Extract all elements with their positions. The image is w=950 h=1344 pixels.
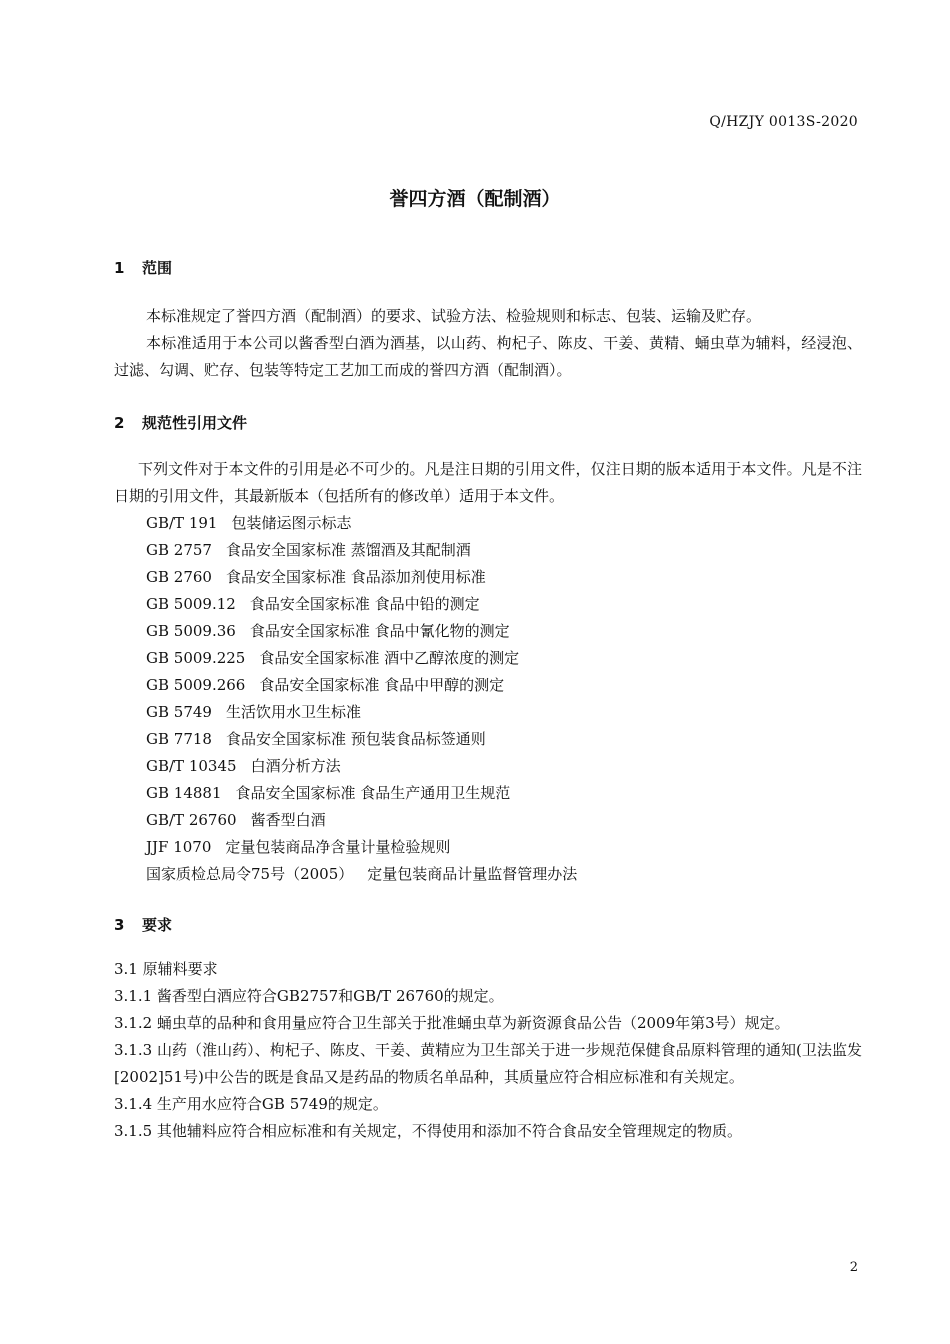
section-2-intro [114, 456, 862, 510]
section-number: 3 [114, 916, 125, 934]
reference-title: 食品安全国家标准 食品中氰化物的测定 [249, 622, 510, 640]
section-2-heading [114, 412, 247, 433]
reference-title: 食品安全国家标准 酒中乙醇浓度的测定 [259, 649, 520, 667]
document-title: 誉四方酒（配制酒） [389, 188, 561, 210]
clause: 3.1.4 生产用水应符合GB 5749的规定。 [114, 1095, 388, 1113]
clause: 3.1.3 山药（淮山药）、枸杞子、陈皮、干姜、黄精应为卫生部关于进一步规范保健食品原料管理的通知(卫法监发[2002]51号)中公告的既是食品又是药品的物质名单品种，其质量应符合相应标准和有关规定。 [114, 1041, 862, 1086]
reference-title: 白酒分析方法 [250, 757, 341, 775]
reference-code: GB 5009.225 [146, 649, 246, 667]
list-item [146, 699, 577, 726]
reference-code: GB 5009.266 [146, 676, 246, 694]
clause: 3.1 原辅料要求 [114, 960, 218, 978]
list-item [146, 618, 577, 645]
reference-code: GB 5009.36 [146, 622, 236, 640]
section-number: 1 [114, 259, 125, 277]
reference-title: 食品安全国家标准 食品中铅的测定 [249, 595, 480, 613]
list-item [146, 672, 577, 699]
reference-title: 酱香型白酒 [250, 811, 326, 829]
list-item [146, 807, 577, 834]
requirements-body [114, 956, 862, 1145]
standard-code: Q/HZJY 0013S-2020 [709, 114, 858, 130]
reference-code: GB 14881 [146, 784, 222, 802]
paragraph: 下列文件对于本文件的引用是必不可少的。凡是注日期的引用文件，仅注日期的版本适用于本文件。凡是不注日期的引用文件，其最新版本（包括所有的修改单）适用于本文件。 [114, 460, 862, 505]
section-title: 规范性引用文件 [142, 414, 248, 432]
reference-title: 食品安全国家标准 食品添加剂使用标准 [225, 568, 486, 586]
reference-code: GB/T 191 [146, 514, 218, 532]
paragraph: 本标准规定了誉四方酒（配制酒）的要求、试验方法、检验规则和标志、包装、运输及贮存。 [146, 307, 762, 325]
reference-code: JJF 1070 [146, 838, 212, 856]
reference-code: GB 5009.12 [146, 595, 236, 613]
list-item [146, 753, 577, 780]
reference-title: 食品安全国家标准 预包装食品标签通则 [225, 730, 486, 748]
list-item [146, 726, 577, 753]
reference-list [146, 510, 577, 888]
list-item [146, 780, 577, 807]
paragraph: 本标准适用于本公司以酱香型白酒为酒基，以山药、枸杞子、陈皮、干姜、黄精、蛹虫草为辅料，经浸泡、过滤、勾调、贮存、包装等特定工艺加工而成的誉四方酒（配制酒）。 [114, 334, 862, 379]
reference-code: GB 2757 [146, 541, 212, 559]
clause: 3.1.5 其他辅料应符合相应标准和有关规定，不得使用和添加不符合食品安全管理规定的物质。 [114, 1122, 742, 1140]
reference-code: GB 7718 [146, 730, 212, 748]
list-item [146, 861, 577, 888]
page-number: 2 [849, 1260, 858, 1275]
reference-code: GB/T 26760 [146, 811, 237, 829]
reference-title: 食品安全国家标准 食品中甲醇的测定 [259, 676, 505, 694]
reference-title: 生活饮用水卫生标准 [225, 703, 361, 721]
reference-code: 国家质检总局令75号（2005） [146, 865, 354, 883]
list-item [146, 510, 577, 537]
section-3-heading [114, 914, 172, 935]
section-title: 范围 [142, 259, 173, 277]
reference-title: 食品安全国家标准 蒸馏酒及其配制酒 [225, 541, 471, 559]
list-item [146, 537, 577, 564]
clause: 3.1.2 蛹虫草的品种和食用量应符合卫生部关于批准蛹虫草为新资源食品公告（2009年第3号）规定。 [114, 1014, 790, 1032]
clause: 3.1.1 酱香型白酒应符合GB2757和GB/T 26760的规定。 [114, 987, 504, 1005]
section-1-heading [114, 257, 172, 278]
reference-title: 食品安全国家标准 食品生产通用卫生规范 [235, 784, 511, 802]
list-item [146, 564, 577, 591]
reference-code: GB 5749 [146, 703, 212, 721]
reference-title: 定量包装商品计量监督管理办法 [367, 865, 578, 883]
list-item [146, 591, 577, 618]
reference-code: GB/T 10345 [146, 757, 237, 775]
section-1-body [114, 303, 862, 384]
list-item [146, 834, 577, 861]
section-title: 要求 [142, 916, 173, 934]
reference-title: 定量包装商品净含量计量检验规则 [225, 838, 451, 856]
reference-code: GB 2760 [146, 568, 212, 586]
list-item [146, 645, 577, 672]
reference-title: 包装储运图示标志 [231, 514, 352, 532]
section-number: 2 [114, 414, 125, 432]
